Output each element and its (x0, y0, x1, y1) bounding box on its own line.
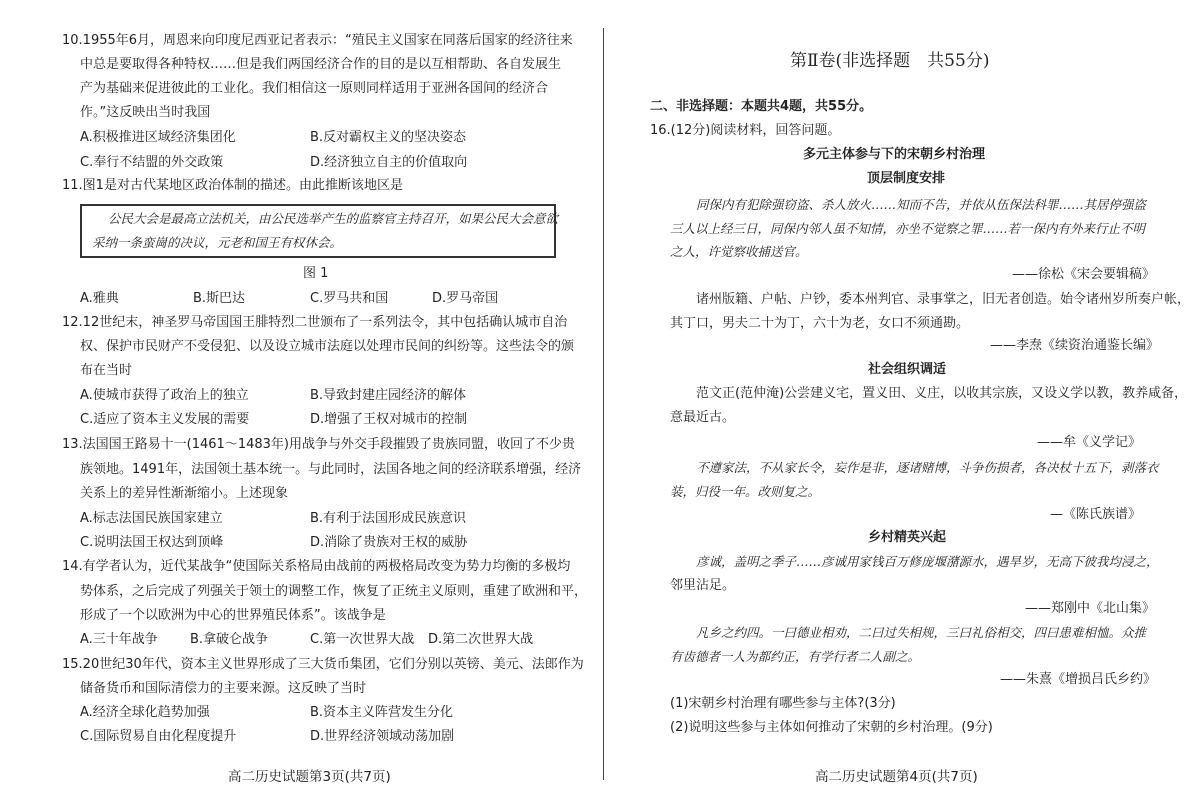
section-2-title: 第Ⅱ卷(非选择题 共55分) (790, 51, 990, 71)
q12-option-a: A.使城市获得了政治上的独立 (80, 388, 249, 403)
q15-option-b: B.资本主义阵营发生分化 (310, 705, 454, 720)
q10-line-3: 产为基础来促进彼此的工业化。我们相信这一原则同样适用于亚洲各国间的经济合 (80, 81, 549, 96)
m2-source: ——李焘《续资治通鉴长编》 (990, 338, 1160, 353)
q11-stem: 11.图1是对古代某地区政治体制的描述。由此推断该地区是 (62, 178, 403, 193)
q12-option-c: C.适应了资本主义发展的需要 (80, 412, 250, 427)
q15-option-c: C.国际贸易自由化程度提升 (80, 729, 237, 744)
m5-line-1: 彦诚，盖明之季子……彦诚用家钱百万修庞堰潴源水，遇旱岁，无高下彼我均浸之， (696, 554, 1159, 569)
q14-line-1: 14.有学者认为，近代某战争“使国际关系格局由战前的两极格局改变为势力均衡的多极均 (62, 559, 571, 574)
q16-subquestion-2: (2)说明这些参与主体如何推动了宋朝的乡村治理。(9分) (670, 720, 993, 735)
subheading-social-org: 社会组织调适 (868, 362, 947, 377)
m4-line-2: 装，归役一年。改则复之。 (670, 484, 821, 499)
q14-option-d: D.第二次世界大战 (428, 632, 534, 647)
m2-line-2: 其丁口，男夫二十为丁，六十为老，女口不须通勘。 (670, 316, 970, 331)
q15-line-1: 15.20世纪30年代，资本主义世界形成了三大货币集团，它们分别以英镑、美元、法郎作为 (62, 657, 584, 672)
q13-line-3: 关系上的差异性渐渐缩小。上述现象 (80, 486, 289, 501)
m3-line-1: 范文正(范仲淹)公尝建义宅，置义田、义庄，以收其宗族，又设义学以教，教养咸备， (696, 386, 1188, 401)
m4-line-1: 不遵家法，不从家长令，妄作是非，逐诸赌博，斗争伤损者，各决杖十五下，剥落衣 (696, 460, 1159, 475)
q14-option-b: B.拿破仑战争 (190, 632, 269, 647)
right-page-footer: 高二历史试题第4页(共7页) (815, 769, 978, 785)
m6-line-2: 有齿德者一人为都约正，有学行者二人副之。 (670, 649, 921, 664)
q14-option-a: A.三十年战争 (80, 632, 158, 647)
q16-stem: 16.(12分)阅读材料，回答问题。 (650, 123, 841, 138)
figure-1-caption: 图 1 (303, 266, 329, 281)
material-title: 多元主体参与下的宋朝乡村治理 (803, 147, 986, 162)
m1-line-2: 三人以上经三日，同保内邻人虽不知情，亦坐不觉察之罪……若一保内有外来行止不明 (670, 221, 1146, 236)
m5-line-2: 邻里沾足。 (670, 578, 736, 593)
q13-option-d: D.消除了贵族对王权的威胁 (310, 535, 468, 550)
q10-line-4: 作。”这反映出当时我国 (80, 105, 211, 120)
q13-option-c: C.说明法国王权达到顶峰 (80, 535, 224, 550)
q12-option-b: B.导致封建庄园经济的解体 (310, 388, 467, 403)
q10-option-d: D.经济独立自主的价值取向 (310, 155, 468, 170)
m6-line-1: 凡乡之约四。一曰德业相劝，二曰过失相规，三曰礼俗相交，四曰患难相恤。众推 (696, 625, 1147, 640)
q12-line-2: 权、保护市民财产不受侵犯、以及设立城市法庭以处理市民间的纠纷等。这些法令的颁 (80, 339, 575, 354)
q13-option-b: B.有利于法国形成民族意识 (310, 511, 467, 526)
m5-source: ——郑刚中《北山集》 (1025, 601, 1156, 616)
figure-1-box (80, 204, 559, 258)
q11-option-b: B.斯巴达 (193, 291, 246, 306)
m3-source: ——牟《义学记》 (1037, 435, 1142, 450)
section-heading: 二、非选择题：本题共4题，共55分。 (650, 99, 873, 114)
q14-option-c: C.第一次世界大战 (310, 632, 415, 647)
figure-1-line-1: 公民大会是最高立法机关，由公民选举产生的监察官主持召开，如果公民大会意欲 (108, 211, 559, 226)
q12-line-1: 12.12世纪末，神圣罗马帝国国王腓特烈二世颁布了一系列法令，其中包括确认城市自治 (62, 315, 568, 330)
q15-option-a: A.经济全球化趋势加强 (80, 705, 210, 720)
q13-line-1: 13.法国国王路易十一(1461～1483年)用战争与外交手段摧毁了贵族同盟，收回了不少贵 (62, 437, 575, 452)
q13-option-a: A.标志法国民族国家建立 (80, 511, 223, 526)
q14-line-2: 势体系，之后完成了列强关于领土的调整工作，恢复了正统主义原则，重建了欧洲和平， (80, 584, 588, 599)
left-page-footer: 高二历史试题第3页(共7页) (228, 769, 391, 785)
q14-line-3: 形成了一个以欧洲为中心的世界殖民体系”。该战争是 (80, 608, 386, 623)
q10-line-2: 中总是要取得各种特权……但是我们两国经济合作的目的是以互相帮助、各自发展生 (80, 57, 562, 72)
m1-source: ——徐松《宋会要辑稿》 (1012, 267, 1156, 282)
q15-option-d: D.世界经济领域动荡加剧 (310, 729, 455, 744)
subheading-rural-elite: 乡村精英兴起 (868, 530, 947, 545)
q10-line-1: 10.1955年6月，周恩来向印度尼西亚记者表示：“殖民主义国家在同落后国家的经济往来 (62, 33, 573, 48)
m1-line-3: 之人，许觉察收捕送官。 (670, 244, 808, 259)
q10-option-c: C.奉行不结盟的外交政策 (80, 155, 224, 170)
m2-line-1: 诸州版籍、户帖、户钞，委本州判官、录事掌之，旧无者创造。始令诸州岁所奏户帐， (696, 292, 1191, 307)
m4-source: —《陈氏族谱》 (1050, 507, 1142, 522)
q11-option-c: C.罗马共和国 (310, 291, 389, 306)
q11-option-a: A.雅典 (80, 291, 119, 306)
m3-line-2: 意最近古。 (670, 410, 736, 425)
m1-line-1: 同保内有犯除强窃盗、杀人放火……知而不告，并依从伍保法科罪……其居停强盗 (696, 197, 1147, 212)
m6-source: ——朱熹《增损吕氏乡约》 (1000, 672, 1157, 687)
q10-option-a: A.积极推进区域经济集团化 (80, 130, 236, 145)
q15-line-2: 储备货币和国际清偿力的主要来源。这反映了当时 (80, 681, 367, 696)
figure-1-line-2: 采纳一条蛮崗的决议，元老和国王有权休会。 (92, 235, 343, 250)
q11-option-d: D.罗马帝国 (432, 291, 499, 306)
q12-line-3: 布在当时 (80, 363, 133, 378)
page-divider (603, 28, 604, 780)
q13-line-2: 族领地。1491年，法国领土基本统一。与此同时，法国各地之间的经济联系增强，经济 (80, 462, 582, 477)
subheading-top-level: 顶层制度安排 (867, 171, 946, 186)
q10-option-b: B.反对霸权主义的坚决姿态 (310, 130, 467, 145)
q16-subquestion-1: (1)宋朝乡村治理有哪些参与主体?(3分) (670, 696, 896, 711)
q12-option-d: D.增强了王权对城市的控制 (310, 412, 468, 427)
